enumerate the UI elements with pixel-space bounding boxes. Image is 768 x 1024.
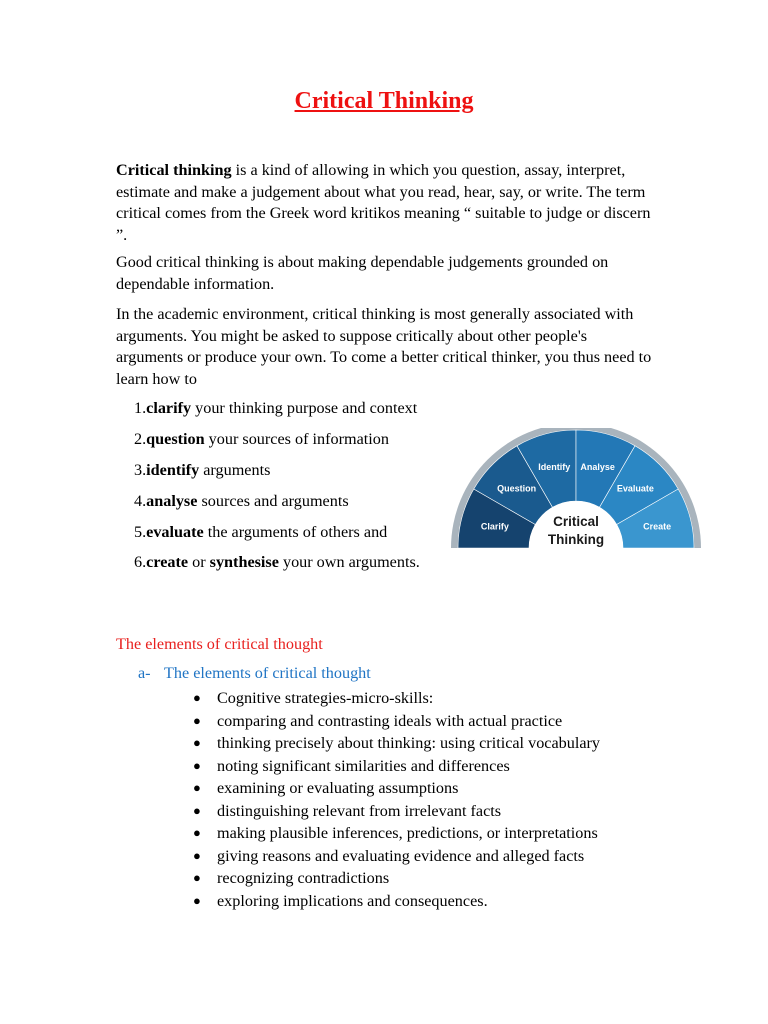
bullet-icon: ● — [193, 757, 201, 773]
wheel-label-create: Create — [643, 521, 672, 532]
bullet-icon: ● — [193, 735, 201, 750]
subsection-label: The elements of critical thought — [164, 664, 371, 682]
bullet-icon: ● — [193, 802, 201, 818]
list-item: ● examining or evaluating assumptions — [193, 777, 600, 800]
intro-text: is a kind of allowing in which you question, assay, interpret, estimate and make a judgement about what you read, hear, say, or write. The term critical comes from the Greek word kritikos meaning “ suitable to judge or discern ”. — [116, 161, 651, 244]
steps-list — [134, 397, 444, 583]
step-item: 4.analyse sources and arguments — [134, 492, 349, 510]
paragraph-dependable: Good critical thinking is about making dependable judgements grounded on dependable information. — [116, 253, 609, 293]
step-item: 1.clarify your thinking purpose and context — [134, 399, 418, 417]
paragraph-academic: In the academic environment, critical thinking is most generally associated with arguments. You might be asked to suppose critically about other people's arguments or produce your own. To come a better critical thinker, you thus need to learn how to — [116, 305, 652, 388]
section-heading: The elements of critical thought — [116, 635, 323, 653]
bullet-icon: ● — [193, 870, 201, 885]
bullet-icon: ● — [193, 892, 201, 908]
wheel-center-line1: Critical — [553, 514, 599, 529]
bullet-icon: ● — [193, 847, 201, 863]
step-item: 5.evaluate the arguments of others and — [134, 523, 388, 541]
intro-lead: Critical thinking — [116, 161, 232, 179]
list-item: ● thinking precisely about thinking: using critical vocabulary — [193, 732, 600, 755]
elements-list — [193, 687, 600, 912]
bullet-icon: ● — [193, 712, 201, 728]
step-item: 3.identify arguments — [134, 461, 271, 479]
list-item: ● exploring implications and consequences. — [193, 890, 600, 913]
bullet-icon: ● — [193, 780, 201, 795]
intro-paragraph — [116, 160, 656, 246]
step-item: 2.question your sources of information — [134, 430, 389, 448]
list-item: ● giving reasons and evaluating evidence and alleged facts — [193, 845, 600, 868]
wheel-label-evaluate: Evaluate — [616, 483, 654, 494]
list-item: ● making plausible inferences, predictions, or interpretations — [193, 822, 600, 845]
list-item: ● noting significant similarities and differences — [193, 755, 600, 778]
step-item: 6.create or synthesise your own arguments. — [134, 553, 420, 571]
wheel-center-line2: Thinking — [547, 532, 605, 547]
bullet-icon: ● — [193, 825, 201, 840]
list-item: ● distinguishing relevant from irrelevant facts — [193, 800, 600, 823]
bullet-icon: ● — [193, 690, 201, 705]
page-title: Critical Thinking — [294, 88, 474, 114]
wheel-label-question: Question — [497, 483, 537, 494]
list-item: ● recognizing contradictions — [193, 867, 600, 890]
list-item: ● Cognitive strategies-micro-skills: — [193, 687, 600, 710]
wheel-label-analyse: Analyse — [580, 461, 615, 472]
wheel-label-clarify: Clarify — [480, 521, 509, 532]
subsection-marker: a- — [138, 664, 151, 682]
subsection-heading — [138, 664, 371, 683]
wheel-label-identify: Identify — [538, 461, 571, 472]
list-item: ● comparing and contrasting ideals with actual practice — [193, 710, 600, 733]
critical-thinking-wheel — [450, 428, 702, 550]
